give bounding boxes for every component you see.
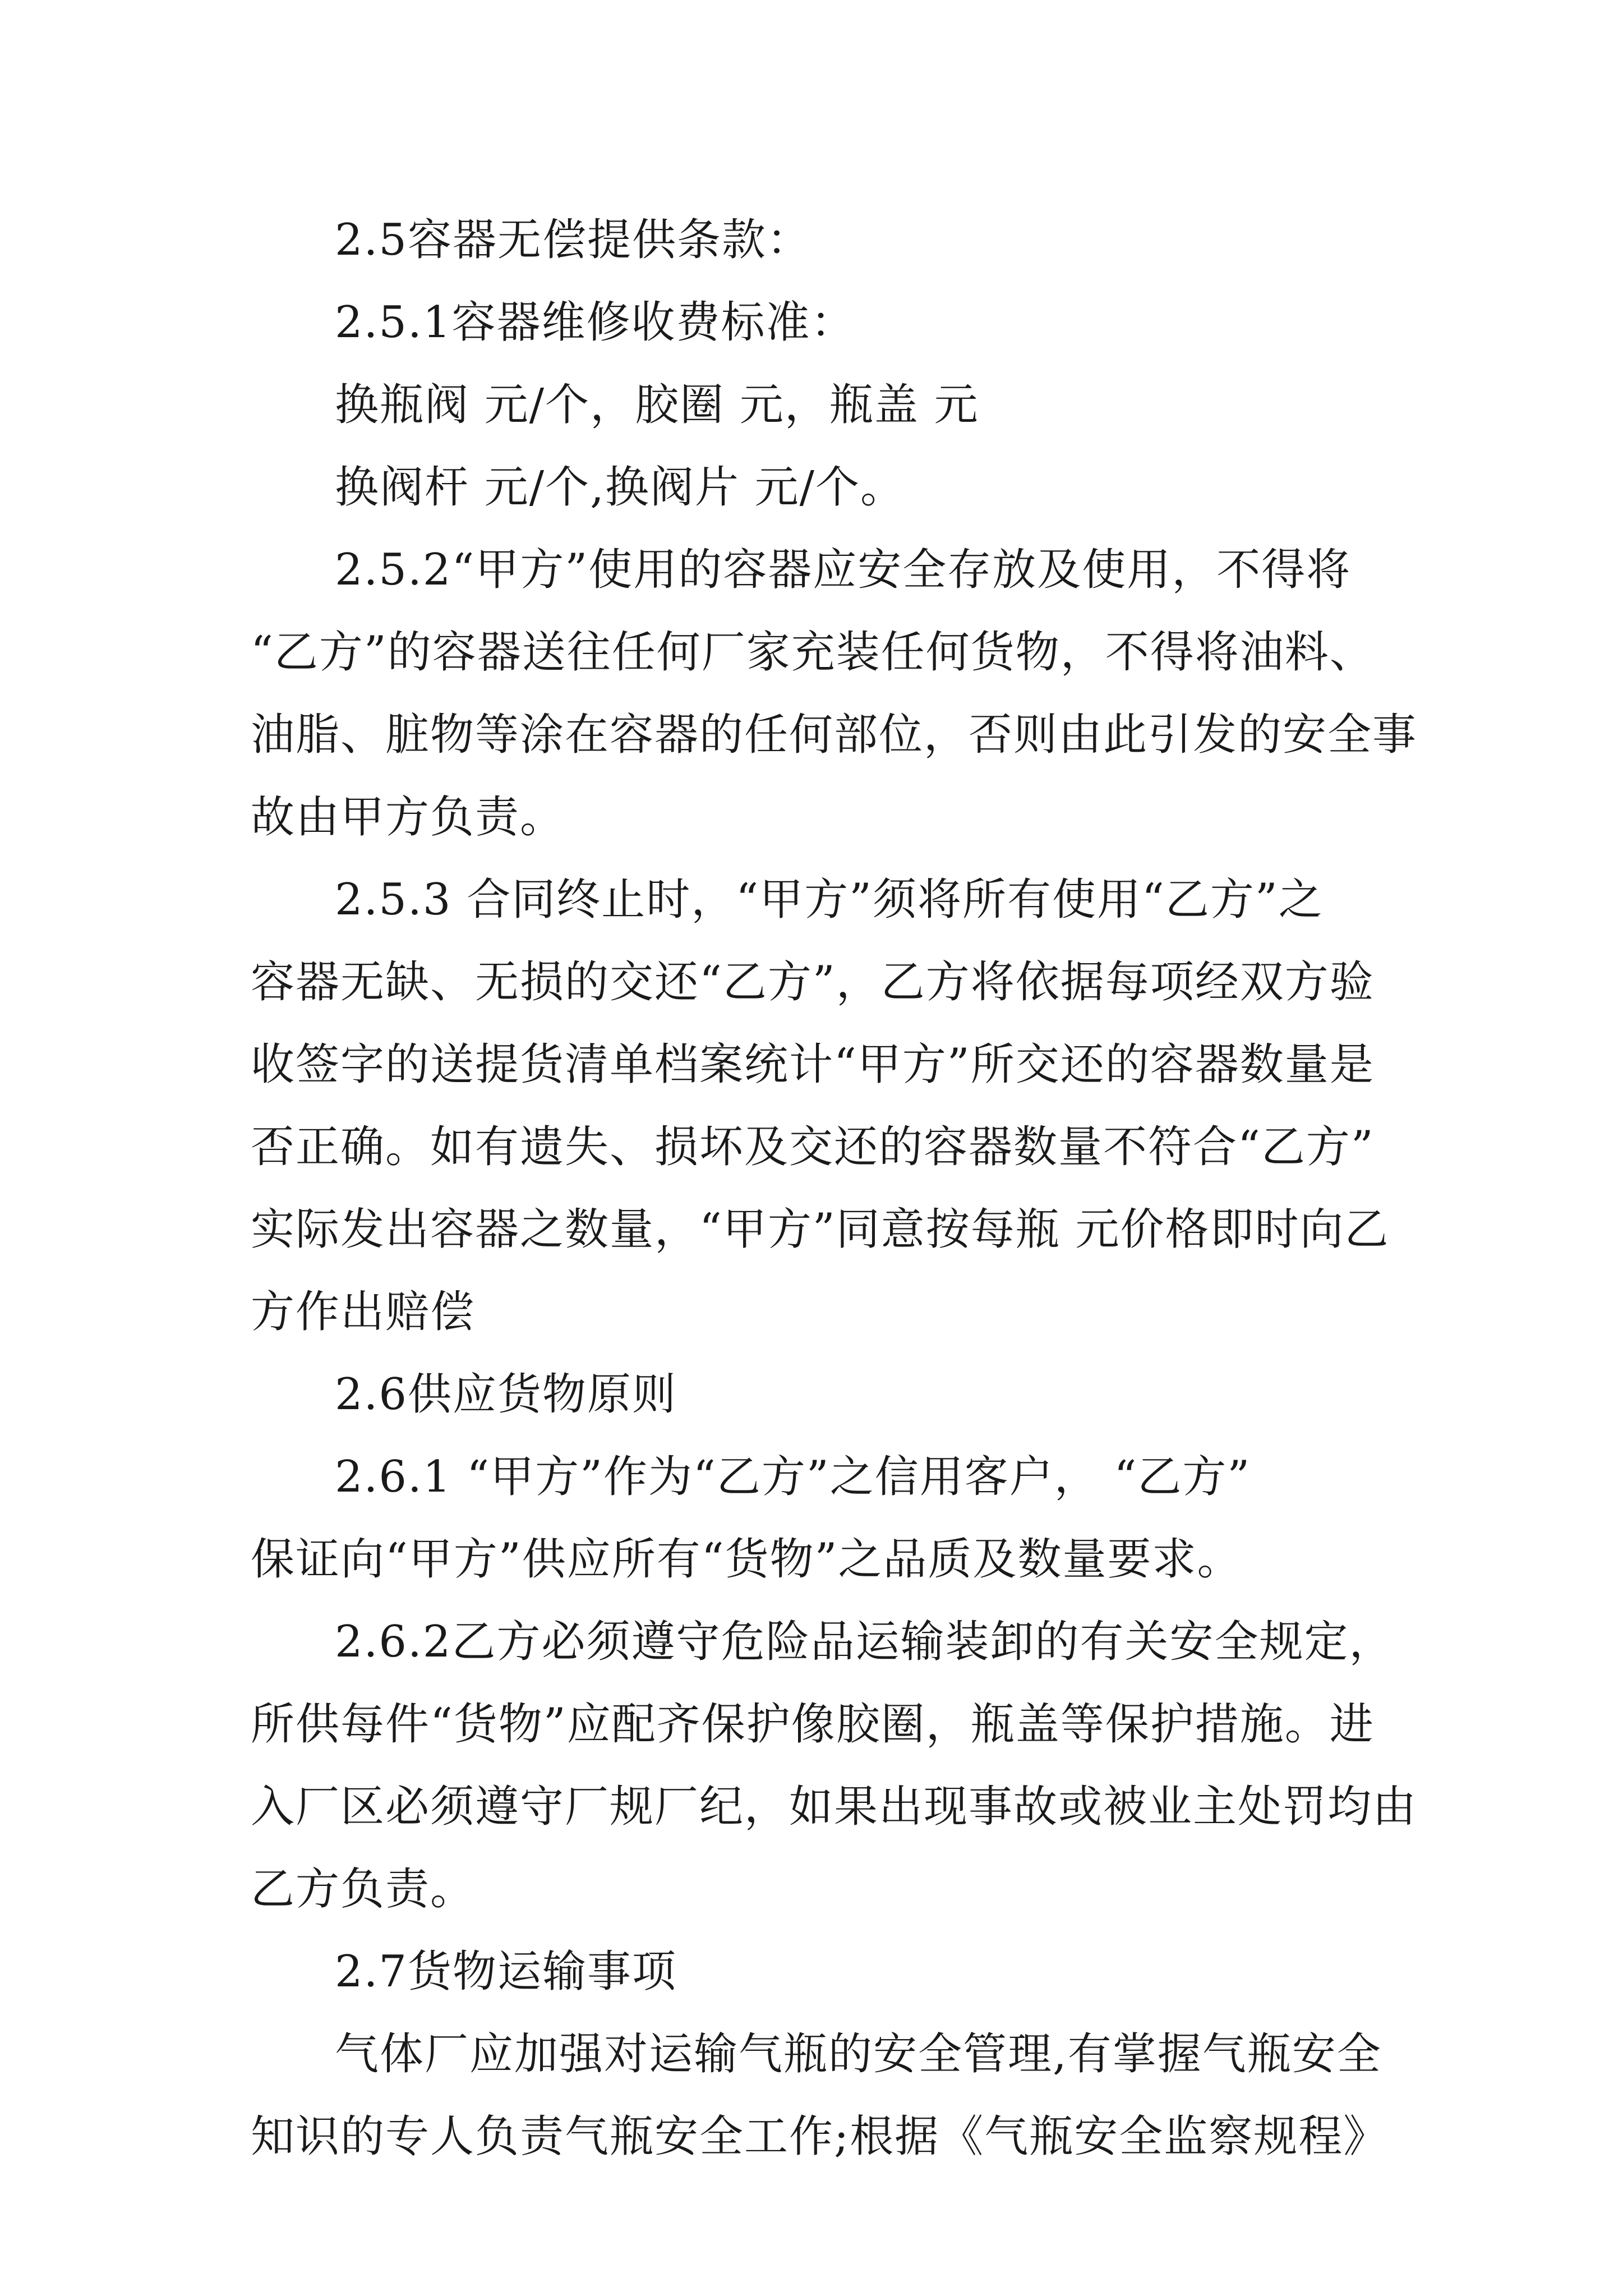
subsection-heading-2-5-1: 2.5.1容器维修收费标准：: [335, 297, 856, 348]
paragraph-2-5-2-line-3: 油脂、脏物等涂在容器的任何部位，否则由此引发的安全事: [251, 710, 1418, 760]
document-body: [251, 199, 1418, 2178]
paragraph-2-5-3-line-6: 方作出赔偿: [251, 1287, 476, 1337]
fee-line-1: 换瓶阀 元/个，胶圈 元，瓶盖 元: [335, 380, 979, 430]
paragraph-2-6-1-line-1: 2.6.1 “甲方”作为“乙方”之信用客户， “乙方”: [335, 1452, 1251, 1502]
section-heading-2-7: 2.7货物运输事项: [335, 1947, 677, 1997]
fee-line-2: 换阀杆 元/个,换阀片 元/个。: [335, 462, 905, 513]
paragraph-2-5-2-line-1: 2.5.2“甲方”使用的容器应安全存放及使用，不得将: [335, 545, 1352, 595]
paragraph-2-5-3-line-1: 2.5.3 合同终止时，“甲方”须将所有使用“乙方”之: [335, 875, 1324, 925]
paragraph-2-5-2-line-2: “乙方”的容器送往任何厂家充装任何货物，不得将油料、: [251, 627, 1375, 678]
paragraph-2-7-line-1: 气体厂应加强对运输气瓶的安全管理,有掌握气瓶安全: [335, 2029, 1382, 2079]
paragraph-2-5-3-line-3: 收签字的送提货清单档案统计“甲方”所交还的容器数量是: [251, 1039, 1375, 1090]
section-heading-2-5: 2.5容器无偿提供条款：: [335, 215, 812, 265]
section-heading-2-6: 2.6供应货物原则: [335, 1369, 677, 1420]
paragraph-2-6-2-line-2: 所供每件“货物”应配齐保护像胶圈，瓶盖等保护措施。进: [251, 1699, 1375, 1750]
paragraph-2-5-2-line-4: 故由甲方负责。: [251, 792, 565, 843]
paragraph-2-5-3-line-2: 容器无缺、无损的交还“乙方”，乙方将依据每项经双方验: [251, 957, 1375, 1007]
paragraph-2-7-line-2: 知识的专人负责气瓶安全工作;根据《气瓶安全监察规程》: [251, 2111, 1389, 2162]
paragraph-2-6-1-line-2: 保证向“甲方”供应所有“货物”之品质及数量要求。: [251, 1534, 1242, 1585]
paragraph-2-5-3-line-4: 否正确。如有遗失、损坏及交还的容器数量不符合“乙方”: [251, 1122, 1375, 1172]
paragraph-2-5-3-line-5: 实际发出容器之数量，“甲方”同意按每瓶 元价格即时向乙: [251, 1204, 1390, 1255]
paragraph-2-6-2-line-4: 乙方负责。: [251, 1864, 476, 1915]
paragraph-2-6-2-line-1: 2.6.2乙方必须遵守危险品运输装卸的有关安全规定，: [335, 1617, 1394, 1667]
paragraph-2-6-2-line-3: 入厂区必须遵守厂规厂纪，如果出现事故或被业主处罚均由: [251, 1782, 1418, 1832]
